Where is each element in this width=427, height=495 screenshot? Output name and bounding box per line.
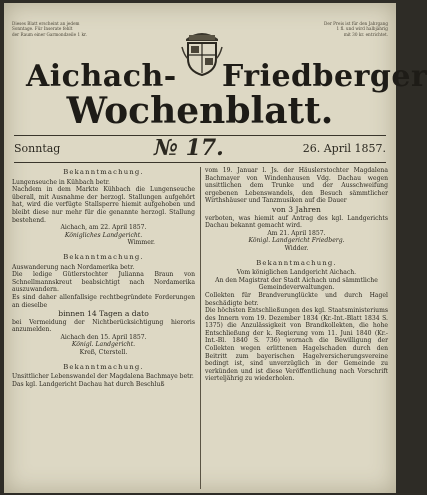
notice-authority: Königl. Landgericht.	[71, 341, 136, 349]
notice-right-line: 1 fl. und wird halbjährig	[336, 26, 388, 32]
notice-subject: Unsittlicher Lebenswandel der Magdalena Bachmaye betr.	[12, 373, 194, 381]
notice-deadline: binnen 14 Tagen a dato	[58, 309, 149, 319]
notice-right-line: Der Preis ist für den Jahrgang	[324, 21, 388, 26]
notice-heading: Bekanntmachung.	[63, 362, 144, 371]
left-column	[12, 167, 195, 388]
notice-heading: Bekanntmachung.	[256, 258, 337, 267]
notice-issuer: Vom königlichen Landgericht Aichach.	[236, 269, 357, 277]
notice-body: vom 19. Januar l. Js. der Häuslerstochter Magdalena Bachmayer von Windenhausen Vdg. Dachau wegen unsittlichen dem Trunke und der Ausschweifung ergebenen Lebenswandels, den Besuch sämmtlicher Wirthshäuser und Tanzmusiken auf die Dauer	[205, 167, 388, 205]
notice-duration: von 3 Jahren	[272, 204, 321, 214]
issue-day: Sonntag	[14, 142, 61, 155]
notice-left-line: Sonntage. Für Inserate fehlt	[12, 26, 73, 32]
notice-body: verboten, was hiemit auf Antrag des kgl. Landgerichts Dachau bekannt gemacht wird.	[205, 214, 388, 230]
notice-left-line: Dieses Blatt erscheint an jedem	[12, 21, 80, 26]
notice-subject: Lungenseuche in Kühbach betr.	[12, 178, 110, 186]
notice-signer: Kreß, Cterstell.	[79, 349, 128, 357]
right-column	[205, 167, 388, 383]
notice-authority: Königliches Landgericht.	[64, 231, 143, 239]
issue-number: № 17.	[154, 135, 224, 161]
notice-addressee: An den Magistrat der Stadt Aichach und sämmtliche Gemeindeverwaltungen.	[215, 276, 378, 292]
notice-body: bei Vermeidung der Nichtberücksichtigung hieroris anzumelden.	[12, 318, 195, 334]
newspaper-page	[4, 3, 427, 493]
notice-right-line: mit 30 kr. entrichtet.	[343, 31, 388, 37]
notice-body: Die ledige Gütlerstochter Julianna Braun von Schnellmannskreut beabsichtigt nach Nordamerika auszuwandern.	[12, 271, 195, 294]
notice-place-date: Aichach den 15. April 1857.	[60, 333, 147, 341]
notice-place-date: Aichach, am 22. April 1857.	[60, 224, 147, 232]
issue-date: 26. April 1857.	[302, 142, 386, 155]
notice-body: Die höchsten Entschließungen des kgl. Staatsministeriums des Innern vom 19. Dezember 1834 (Kr.-Int.-Blatt 1834 S. 1375) die Anzulässigkeit von Brandkollekten, die hohe Entschließung der k. Regierung vom 11. Juni 1840 (Kr.-Int.-Bl. 1840 S. 736) wornach die Bewilligung der Collekten wegen erlittenen Hagelschaden durch den Beitritt zum bayerischen Hagelversicherungsvereine bedingt ist, sind unverzüglich in der Gemeinde zu verkünden und ist diese Veröffentlichung nach Vorschrift vierteljährig zu wiederholen.	[205, 307, 388, 383]
subscription-notice-left	[12, 21, 104, 37]
masthead-title-part1: Aichach-	[26, 59, 177, 94]
notice-subject: Collekten für Brandverunglückte und durch Hagel beschädigte betr.	[205, 291, 388, 307]
notice-place-date: Am 21. April 1857.	[267, 229, 326, 237]
notice-body: Es sind daher allenfallsige rechtbegründete Forderungen an dieselbe	[12, 293, 195, 309]
issue-date-bar	[14, 135, 386, 163]
masthead-title-part2: Friedberger	[222, 59, 427, 94]
notice-subject: Auswanderung nach Nordamerika betr.	[12, 263, 135, 271]
notice-heading: Bekanntmachung.	[63, 168, 144, 176]
masthead-title-line2: Wochenblatt.	[66, 90, 334, 132]
notice-body: Das kgl. Landgericht Dachau hat durch Beschluß	[12, 380, 165, 388]
notice-signer: Wimmer.	[127, 239, 155, 247]
price-notice-right	[296, 21, 388, 37]
notice-body: Nachdem in dem Markte Kühbach die Lungenseuche überall, mit Ausnahme der herzogl. Stallungen aufgehört hat, wird die verfügte Stallsperre hiemit aufgehoben und bleibt diese nur mehr für die genannte herzogl. Stallung bestehend.	[12, 186, 195, 224]
coat-of-arms-icon	[180, 25, 224, 77]
notice-authority: Königl. Landgericht Friedberg.	[248, 237, 345, 245]
column-divider	[200, 167, 201, 489]
notice-heading: Bekanntmachung.	[63, 252, 144, 261]
notice-signer: Widder.	[284, 244, 309, 252]
notice-left-line: der Raum einer Garmondzeile 1 kr.	[12, 31, 87, 37]
